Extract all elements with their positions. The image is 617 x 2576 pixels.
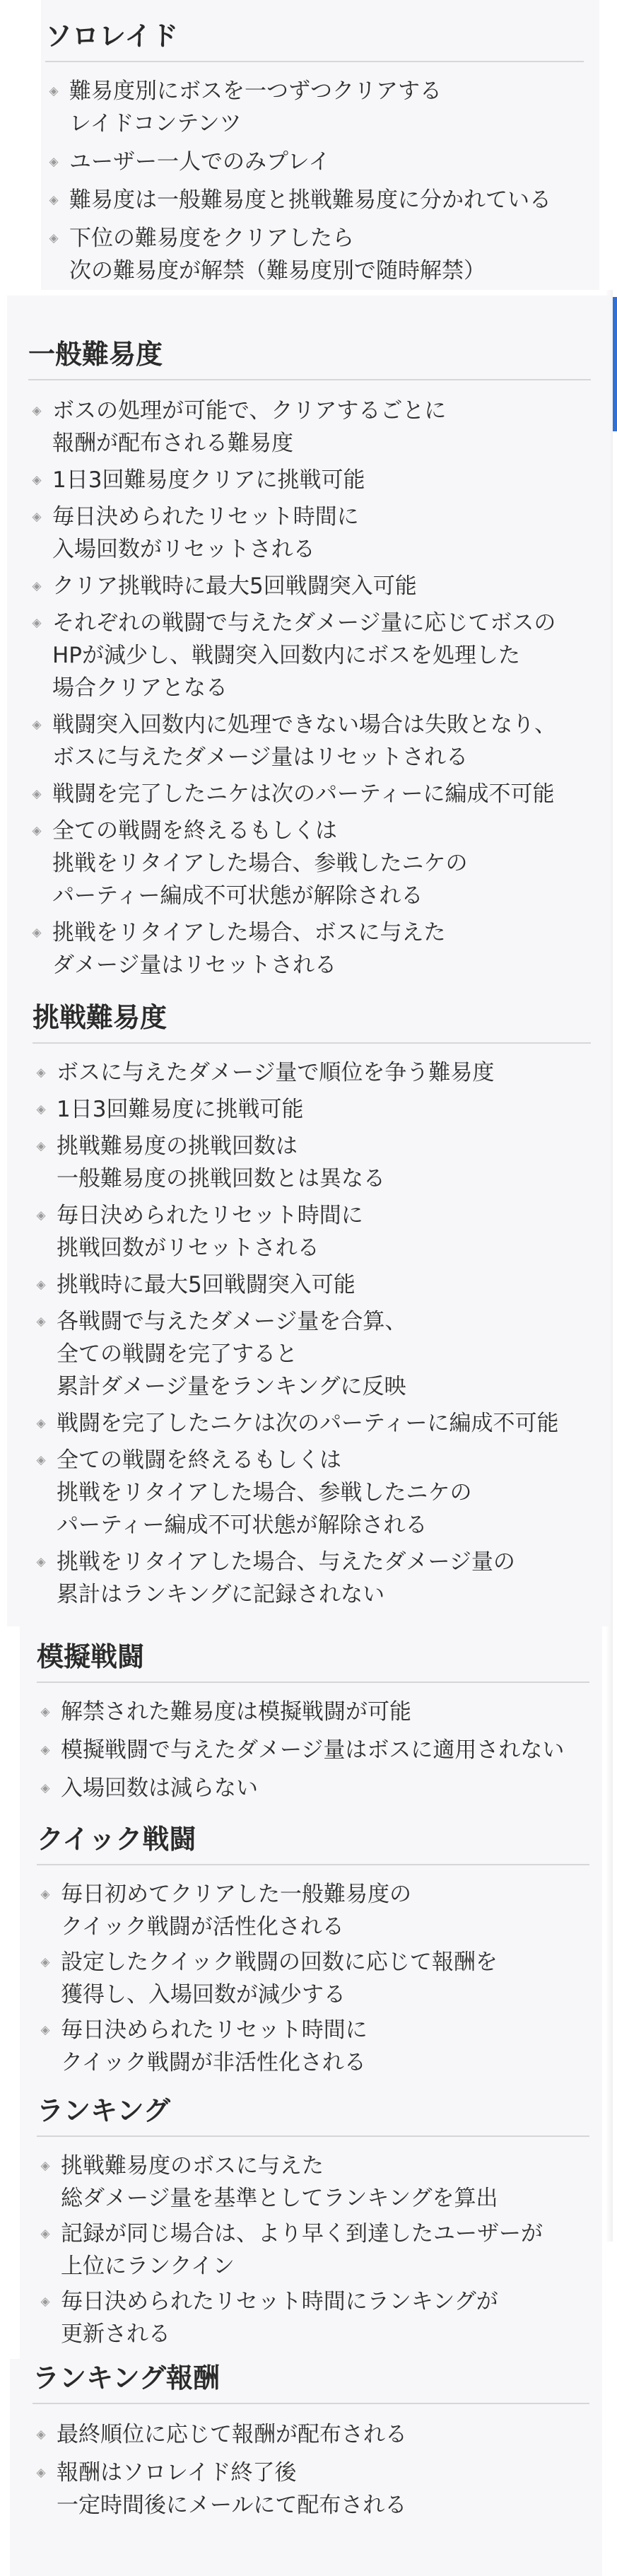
section-title: 一般難易度: [28, 339, 591, 380]
bullet-icon: ◈: [36, 1314, 46, 1329]
section-ranking-rewards: [10, 2359, 602, 2576]
list-item: ◈ 報酬はソロレイド終了後 一定時間後にメールにて配布される: [33, 2456, 589, 2522]
bullet-icon: ◈: [40, 2226, 50, 2241]
bullet-icon: ◈: [36, 1065, 46, 1080]
scroll-indicator[interactable]: [613, 297, 617, 431]
list-item: ◈ 挑戦をリタイアした場合、ボスに与えた ダメージ量はリセットされる: [28, 916, 591, 981]
list-item: ◈ 戦闘を完了したニケは次のパーティーに編成不可能: [33, 1407, 591, 1440]
list-item: ◈ 毎日決められたリセット時間に 挑戦回数がリセットされる: [33, 1199, 591, 1264]
section-title: クイック戦闘: [37, 1824, 589, 1865]
list-item: ◈ 挑戦難易度のボスに与えた 総ダメージ量を基準としてランキングを算出: [37, 2150, 589, 2215]
bullet-icon: ◈: [40, 2022, 50, 2037]
bullet-icon: ◈: [32, 786, 42, 801]
bullet-icon: ◈: [32, 509, 42, 524]
bullet-icon: ◈: [49, 231, 59, 245]
list-item: ◈ 毎日初めてクリアした一般難易度の クイック戦闘が活性化される: [37, 1878, 589, 1943]
bullet-icon: ◈: [40, 2158, 50, 2173]
bullet-icon: ◈: [36, 1554, 46, 1569]
bullet-icon: ◈: [32, 578, 42, 593]
list-item: ◈ 解禁された難易度は模擬戦闘が可能: [37, 1696, 589, 1728]
bullet-icon: ◈: [36, 2427, 46, 2442]
section-title: ランキング: [37, 2096, 589, 2137]
section-title: 挑戦難易度: [33, 1003, 591, 1044]
section-solo-raid: [41, 0, 599, 290]
bullet-icon: ◈: [32, 403, 42, 418]
section-title: ランキング報酬: [33, 2363, 589, 2404]
list-item: ◈ ボスの処理が可能で、クリアするごとに 報酬が配布される難易度: [28, 395, 591, 460]
list-item: ◈ クリア挑戦時に最大5回戦闘突入可能: [28, 570, 591, 602]
list-item: ◈ 設定したクイック戦闘の回数に応じて報酬を 獲得し、入場回数が減少する: [37, 1946, 589, 2011]
list-item: ◈ 難易度は一般難易度と挑戦難易度に分かれている: [45, 184, 584, 216]
list-item: ◈ 最終順位に応じて報酬が配布される: [33, 2418, 589, 2451]
list-item: ◈ 挑戦をリタイアした場合、与えたダメージ量の 累計はランキングに記録されない: [33, 1546, 591, 1611]
list-item: ◈ 挑戦時に最大5回戦闘突入可能: [33, 1269, 591, 1301]
list-item: ◈ それぞれの戦闘で与えたダメージ量に応じてボスの HPが減少し、戦闘突入回数内にボスを処理した 場合クリアとなる: [28, 607, 591, 704]
bullet-icon: ◈: [36, 1452, 46, 1467]
bullet-icon: ◈: [32, 823, 42, 838]
list-item: ◈ 戦闘突入回数内に処理できない場合は失敗となり、 ボスに与えたダメージ量はリセットされる: [28, 709, 591, 774]
bullet-icon: ◈: [49, 83, 59, 98]
list-item: ◈ 全ての戦闘を終えるもしくは 挑戦をリタイアした場合、参戦したニケの パーティー編成不可状態が解除される: [33, 1444, 591, 1541]
section-normal-difficulty: [7, 296, 609, 990]
list-item: ◈ 入場回数は減らない: [37, 1772, 589, 1805]
list-item: ◈ 挑戦難易度の挑戦回数は 一般難易度の挑戦回数とは異なる: [33, 1130, 591, 1195]
bullet-icon: ◈: [49, 154, 59, 169]
list-item: ◈ ボスに与えたダメージ量で順位を争う難易度: [33, 1056, 591, 1089]
bullet-icon: ◈: [36, 1208, 46, 1223]
list-item: ◈ 1日3回難易度クリアに挑戦可能: [28, 464, 591, 496]
section-title: ソロレイド: [45, 21, 584, 62]
bullet-icon: ◈: [40, 1887, 50, 1901]
list-item: ◈ 下位の難易度をクリアしたら 次の難易度が解禁（難易度別で随時解禁）: [45, 222, 584, 287]
list-item: ◈ 毎日決められたリセット時間に 入場回数がリセットされる: [28, 501, 591, 566]
list-item: ◈ 全ての戦闘を終えるもしくは 挑戦をリタイアした場合、参戦したニケの パーティー編成不可状態が解除される: [28, 815, 591, 912]
section-quick-battle: [20, 1820, 602, 2092]
bullet-icon: ◈: [36, 1416, 46, 1430]
bullet-icon: ◈: [40, 1742, 50, 1757]
list-item: ◈ 1日3回難易度に挑戦可能: [33, 1093, 591, 1126]
list-item: ◈ 戦闘を完了したニケは次のパーティーに編成不可能: [28, 778, 591, 810]
bullet-icon: ◈: [32, 925, 42, 940]
section-mock-battle: [20, 1625, 602, 1820]
bullet-icon: ◈: [40, 1781, 50, 1795]
bullet-icon: ◈: [36, 1277, 46, 1292]
list-item: ◈ 記録が同じ場合は、より早く到達したユーザーが 上位にランクイン: [37, 2217, 589, 2283]
bullet-icon: ◈: [40, 2294, 50, 2309]
list-item: ◈ 模擬戦闘で与えたダメージ量はボスに適用されない: [37, 1734, 589, 1766]
bullet-icon: ◈: [32, 717, 42, 732]
section-title: 模擬戦闘: [37, 1642, 589, 1683]
bullet-icon: ◈: [32, 615, 42, 630]
section-challenge-difficulty: [7, 990, 609, 1626]
section-ranking: [20, 2092, 602, 2359]
list-item: ◈ 毎日決められたリセット時間にランキングが 更新される: [37, 2285, 589, 2350]
list-item: ◈ 各戦闘で与えたダメージ量を合算、 全ての戦闘を完了すると 累計ダメージ量をランキングに反映: [33, 1305, 591, 1403]
bullet-icon: ◈: [36, 2465, 46, 2480]
list-item: ◈ ユーザー一人でのみプレイ: [45, 146, 584, 178]
bullet-icon: ◈: [49, 192, 59, 207]
bullet-icon: ◈: [36, 1102, 46, 1117]
list-item: ◈ 毎日決められたリセット時間に クイック戦闘が非活性化される: [37, 2014, 589, 2079]
bullet-icon: ◈: [36, 1138, 46, 1153]
bullet-icon: ◈: [40, 1704, 50, 1719]
bullet-icon: ◈: [40, 1954, 50, 1969]
bullet-icon: ◈: [32, 472, 42, 487]
list-item: ◈ 難易度別にボスを一つずつクリアする レイドコンテンツ: [45, 75, 584, 140]
